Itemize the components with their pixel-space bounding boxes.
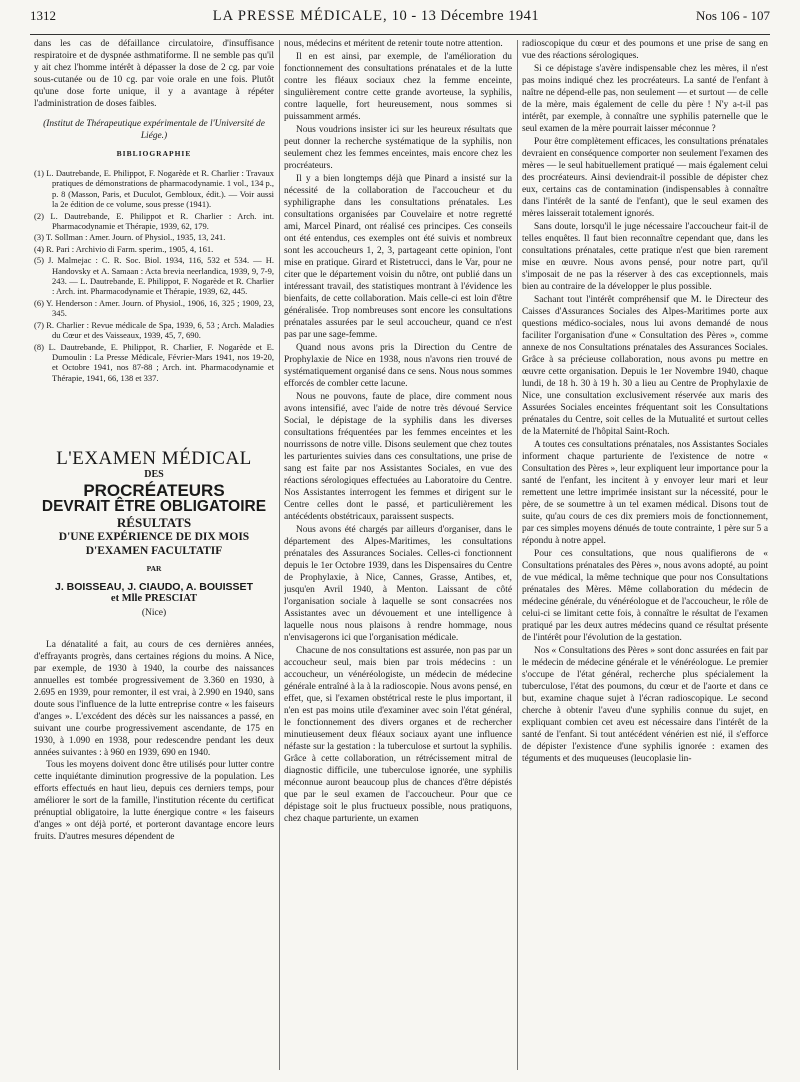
- issue-number: Nos 106 - 107: [695, 8, 770, 23]
- article-title-line: DES: [144, 469, 164, 481]
- paragraph: Nous voudrions insister ici sur les heureux résultats que peut donner la recherche systématique de la syphilis, non seulement chez les femmes enceintes, mais encore chez les procréateurs.: [284, 125, 512, 171]
- column-left: [34, 38, 274, 1078]
- paragraph: nous, médecins et méritent de retenir toute notre attention.: [284, 39, 503, 49]
- reference-item: (7) R. Charlier : Revue médicale de Spa, 1939, 6, 53 ; Arch. Maladies du Cœur et des Vaisseaux, 1939, 45, 7, 690.: [34, 319, 274, 341]
- journal-name: LA PRESSE MÉDICALE,: [212, 8, 388, 24]
- reference-item: (6) Y. Henderson : Amer. Journ. of Physiol., 1906, 16, 325 ; 1909, 23, 345.: [34, 297, 274, 319]
- page-number: 1312: [30, 8, 56, 23]
- article-title-line: PROCRÉATEURS: [83, 481, 225, 501]
- paragraph: Il en est ainsi, par exemple, de l'amélioration du fonctionnement des consultations prénatales et de la lutte contre les fléaux sociaux chez la femme enceinte, singulièrement contre cette grande avorteuse, la syphilis, contre laquelle, fort heureusement, nous sommes si puissamment armés.: [284, 52, 512, 122]
- paragraph: Sans doute, lorsqu'il le juge nécessaire l'accoucheur fait-il de telles enquêtes. Il faut bien reconnaître cependant que, dans les consultations prénatales, cette pratique n'est que bien rarement mise en œuvre. Nous avons pensé, pour notre part, qu'il s'imposait de ne pas la réserver à des cas exceptionnels, mais bien au contraire de la développer le plus possible.: [522, 222, 768, 292]
- article-title-line: DEVRAIT ÊTRE OBLIGATOIRE: [41, 498, 267, 516]
- bibliography-list: [34, 168, 274, 383]
- paragraph: Il y a bien longtemps déjà que Pinard a insisté sur la nécessité de la collaboration de l'accoucheur et du syphiligraphe dans les consultations prénatales. Les consultations organisées par Couvelaire et notre regretté ami, Marcel Pinard, ont réalisé ces principes. Ces conseils ont été entendus, ces exemples ont été suivis et nombreux sont les accoucheurs 1, 2, 3, partageant cette opinion, l'ont mise en pratique. Girard et Ristetrucci, dans le Var, pour ne citer que le département voisin du nôtre, ont publié dans un intéressant travail, des statistiques montrant à l'évidence les bienfaits, de cette collaboration. Mais celle-ci est loin d'être généralisée. Trop nombreuses sont encore les consultations prénatales assurées par le seul accoucheur, quand ce n'est pas par une sage-femme.: [284, 174, 512, 340]
- reference-item: (3) T. Sollman : Amer. Journ. of Physiol., 1935, 13, 241.: [34, 232, 226, 243]
- previous-article-ending: dans les cas de défaillance circulatoire, d'insuffisance respiratoire et de dyspnée asthmatiforme. Il ne semble pas qu'il y ait chez l'homme intérêt à dépasser la dose de 2 cg. par voie sous-cutanée ou de 10 cg. par voie orale en une fois. Plutôt qu'une dose forte unique, il y a avantage à répéter l'administration de doses faibles.: [34, 39, 274, 109]
- article-title-line: L'EXAMEN MÉDICAL: [56, 448, 252, 470]
- article-subtitle: D'UNE EXPÉRIENCE DE DIX MOIS: [58, 531, 250, 544]
- column-right: [522, 38, 768, 1078]
- paragraph: Quand nous avons pris la Direction du Centre de Prophylaxie de Nice en 1938, nous n'avons rien trouvé de systématiquement organisé dans ce sens. Nous nous sommes efforcés de combler cette lacune.: [284, 343, 512, 389]
- author-location: (Nice): [141, 608, 167, 619]
- article-subtitle: D'EXAMEN FACULTATIF: [85, 545, 223, 558]
- paragraph: Tous les moyens doivent donc être utilisés pour lutter contre cette inquiétante diminution progressive de la population. Les efforts effectués en haut lieu, depuis ces derniers temps, pour améliorer le sort de la famille, l'institution récente du certificat prénuptial obligatoire, la lutte énergique contre « les faiseurs d'anges » ont déjà porté, et porteront davantage encore leurs fruits. D'autres mesures dépendent de: [34, 760, 274, 843]
- reference-item: (4) R. Pari : Archivio di Farm. sperim., 1905, 4, 161.: [34, 243, 214, 254]
- byline-par: PAR: [146, 564, 162, 574]
- paragraph: La dénatalité a fait, au cours de ces dernières années, d'effrayants progrès, dans certaines régions du moins. A Nice, par exemple, de 1930 à 1940, la courbe des naissances annuelles est tombée progressivement de 3.360 en 1930, à 2.695 en 1939, pour remonter, il est vrai, à 2.990 en 1940, sans doute sous l'influence de la lutte entreprise contre « les faiseurs d'anges ». L'excédent des décès sur les naissances a passé, en suivant une courbe progressivement ascendante, de 175 en 1930, à 1.090 en 1938, pour redescendre pendant les deux années suivantes : à 960 en 1939, 690 en 1940.: [34, 640, 274, 759]
- paragraph: Sachant tout l'intérêt compréhensif que M. le Directeur des Caisses d'Assurances Sociales des Alpes-Maritimes porte aux questions médico-sociales, nous lui avons demandé de nous faciliter l'organisation d'une « Consultation des Pères », comme annexe de nos Consultations prénatales des Assurances Sociales. Grâce à sa précieuse collaboration, nous avons pu mettre en œuvre cette organisation. Depuis le 1er Novembre 1940, chaque lundi, de 18 h. 30 à 19 h. 30 a lieu au Centre de Prophylaxie de Nice, une consultation exclusivement réservée aux maris des Assurées Sociales enceintes fréquentant soit les Consultations prénatales du Centre, soit celles de la Mutualité et surtout celles de la Maternité de l'hôpital Saint-Roch.: [522, 295, 768, 437]
- paragraph: Si ce dépistage s'avère indispensable chez les mères, il n'est pas moins indiqué chez les procréateurs. La santé de l'enfant à naître ne dépend-elle pas, non seulement — et surtout — de celle de la mère, mais également de celle du père ! N'y a-t-il pas intérêt, par exemple, à connaître une syphilis paternelle que le seul examen de la mère pourrait laisser méconnue ?: [522, 64, 768, 134]
- paragraph: radioscopique du cœur et des poumons et une prise de sang en vue des réactions sérologiques.: [522, 39, 768, 61]
- issue-date: 10 - 13 Décembre 1941: [391, 8, 540, 24]
- reference-item: (2) L. Dautrebande, E. Philippot et R. Charlier : Arch. int. Pharmacodynamie et Thérapie, 1939, 62, 179.: [34, 210, 274, 232]
- column-middle: [284, 38, 512, 1078]
- reference-item: (5) J. Malmejac : C. R. Soc. Biol. 1934, 116, 532 et 534. — H. Handovsky et A. Samaan : Acta brevia neerlandica, 1939, 9, 7-9, 243. — L. Dautrebande, E. Philippot, F. Nogarède et R. Charlier : Arch. int. Pharmacodynamie et Thérapie, 1939, 62, 445.: [34, 255, 274, 297]
- paragraph: A toutes ces consultations prénatales, nos Assistantes Sociales informent chaque parturiente de l'existence de notre « Consultation des Pères », leur expliquent leur importance pour la santé de l'enfant, les incitent à y envoyer leur mari et leur remettent une lettre imprimée insistant sur la nécessité, pour le père, de se soumettre à un tel examen médical. Disons tout de suite, qu'au cours de ces dix premiers mois de fonctionnement, par ces simples moyens dénués de toute contrainte, 1 père sur 5 a répondu à notre appel.: [522, 440, 768, 546]
- running-title: [213, 8, 539, 25]
- paragraph: Pour ces consultations, que nous qualifierons de « Consultations prénatales des Pères », nous avons adopté, au point de vue médical, la même technique que pour nos Consultations prénatales des Mères. Même collaboration du médecin de médecine générale, du vénéréologue et de l'accoucheur, le rôle de celui-ci se limitant cette fois, à connaître le résultat de l'examen pratiqué par les deux autres médecins quand ce résultat présente de l'intérêt pour l'évolution de la gestation.: [522, 549, 768, 643]
- page-header: [30, 8, 770, 35]
- authors: et Mlle PRESCIAT: [110, 593, 198, 605]
- paragraph: Chacune de nos consultations est assurée, non pas par un accoucheur seul, mais bien par trois médecins : un accoucheur, un vénéréologiste, un médecin de médecine générale entraîné à la à la radioscopie. Nous avons pensé, en effet, que, si l'examen obstétrical reste le plus important, il n'en est pas moins utile d'examiner avec soin l'état général, le fonctionnement des divers organes et de rechercher minutieusement deux fléaux sociaux ayant une influence néfaste sur la gestation : la tuberculose et surtout la syphilis. Grâce à cette collaboration, un rétrécissement mitral de diagnostic difficile, une tuberculose ignorée, une syphilis méconnue auront beaucoup plus de chances d'être dépistés que par le seul examen de l'accoucheur. Pour que ce dépistage soit le plus fructueux possible, nous pratiquons, chez chaque parturiente, un examen: [284, 646, 512, 824]
- reference-item: (8) L. Dautrebande, E. Philippot, R. Charlier, F. Nogarède et E. Dumoulin : La Presse Médicale, Février-Mars 1941, nos 19-20, et Octobre 1941, nos 87-88 ; Arch. int. Pharmacodynamie et Thérapie, 1941, 66, 138 et 337.: [34, 341, 274, 383]
- paragraph: Pour être complètement efficaces, les consultations prénatales devraient en conséquence comporter non seulement l'examen des mères — le seul habituellement pratiqué — mais également celui des procréateurs. Ainsi deviendrait-il possible de dépister chez eux, certains cas de contamination (indispensables à connaître dans l'intérêt de la santé de l'enfant), que le seul examen des mères laisserait totalement ignorés.: [522, 137, 768, 219]
- column-rule: [279, 40, 280, 1070]
- paragraph: Nous avons été chargés par ailleurs d'organiser, dans le département des Alpes-Maritimes, les consultations prénatales des Assurances Sociales. Celles-ci fonctionnent depuis le 1er Octobre 1939, dans les Dispensaires du Centre de Prophylaxie, à Nice, Cannes, Grasse, Antibes, et, jusqu'en Avril 1940, à Menton. Laissant de côté l'organisation sociale à laquelle se sont consacrées nos Assistantes avec un dévouement et une intelligence à laquelle nous nous plaisons à rendre hommage, nous n'envisagerons ici que l'organisation médicale.: [284, 525, 512, 643]
- article-subtitle: RÉSULTATS: [116, 515, 192, 531]
- column-rule: [517, 40, 518, 1070]
- article-title-block: [34, 448, 274, 619]
- bibliography-heading: BIBLIOGRAPHIE: [116, 149, 192, 158]
- authors: J. BOISSEAU, J. CIAUDO, A. BOUISSET: [55, 581, 253, 594]
- reference-item: (1) L. Dautrebande, E. Philippot, F. Nogarède et R. Charlier : Travaux pratiques de démonstrations de pharmacodynamie. 1 vol., 134 p., p. 8 (Masson, Paris, et Duculot, Gembloux, édit.). — Voir aussi la 2e édition de ce volume, sous presse (1941).: [34, 168, 274, 210]
- institution-note: (Institut de Thérapeutique expérimentale de l'Université de Liége.): [43, 119, 265, 141]
- paragraph: Nos « Consultations des Pères » sont donc assurées en fait par le médecin de médecine générale et le vénéréologue. Le premier s'occupe de l'état général, recherche plus spécialement la tuberculose, l'état des poumons, du cœur et de l'aorte et dans ce but, examine chaque sujet à l'écran radioscopique. Le second cherche à obtenir l'aveu d'une syphilis connue du sujet, en expliquant combien cet aveu est nécessaire dans l'intérêt de la santé de l'enfant. Si tout antécédent vénérien est nié, il s'efforce de dépister l'existence d'une syphilis ignorée : examen des téguments et des muqueuses (leucoplasie lin-: [522, 646, 768, 764]
- paragraph: Nous ne pouvons, faute de place, dire comment nous avons intensifié, avec l'aide de notre très dévoué Service Social, le dépistage de la syphilis dans les diverses consultations fréquentées par les femmes enceintes et les nourrissons de notre ville. Disons seulement que chez toutes les parturientes suivies dans ces consultations, une prise de sang est faite par nos Assistantes Sociales, en vue des réactions sérologiques effectuées au Laboratoire du Centre. Nos Assistantes interrogent les femmes et dirigent sur le Centre celles dont le passé, et particulièrement les antécédents obstétricaux, paraissent suspects.: [284, 392, 512, 522]
